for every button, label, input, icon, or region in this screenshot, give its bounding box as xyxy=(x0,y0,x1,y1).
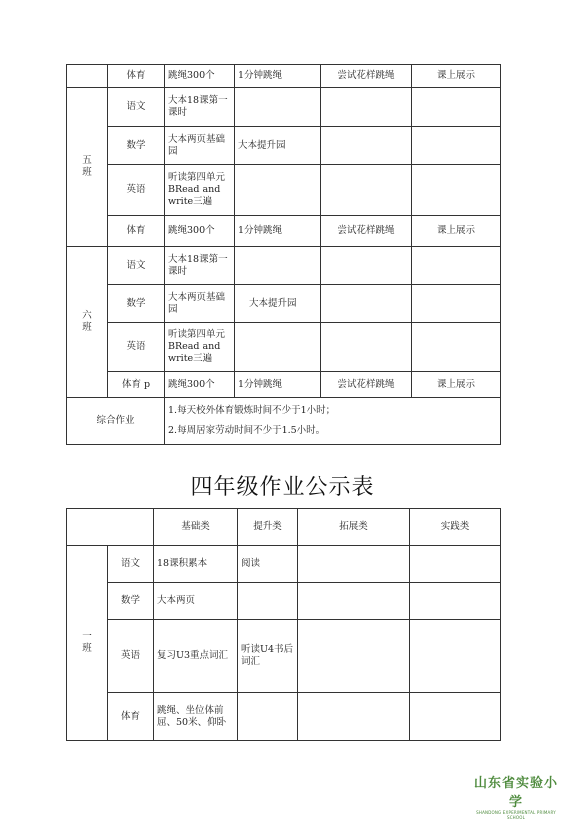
table-row xyxy=(67,693,501,741)
page-title: 四年级作业公示表 xyxy=(190,475,375,500)
practice-cell xyxy=(412,247,501,285)
subject-cell: 英语 xyxy=(108,620,154,693)
basic-cell: 18课积累本 xyxy=(154,546,238,583)
expand-cell xyxy=(298,620,410,693)
improve-cell: 听读U4书后词汇 xyxy=(238,620,298,693)
improve-cell xyxy=(235,88,321,127)
improve-cell xyxy=(238,693,298,741)
summary-line: 2.每周居家劳动时间不少于1.5小时。 xyxy=(168,425,326,436)
basic-cell: 大本18课第一课时 xyxy=(165,88,235,127)
table-row xyxy=(67,323,501,372)
homework-table-upper xyxy=(66,64,501,445)
table-row xyxy=(67,285,501,323)
basic-cell: 跳绳、坐位体前屈、50米、仰卧 xyxy=(154,693,238,741)
subject-cell: 英语 xyxy=(108,323,165,372)
practice-cell xyxy=(412,285,501,323)
practice-cell: 课上展示 xyxy=(412,65,501,88)
practice-cell: 课上展示 xyxy=(412,216,501,247)
header-corner xyxy=(67,509,154,546)
class-name-char: 一 xyxy=(82,631,92,642)
table-row xyxy=(67,583,501,620)
subject-cell: 体育 xyxy=(108,216,165,247)
table-row xyxy=(67,127,501,165)
table-row xyxy=(67,247,501,285)
homework-table-lower xyxy=(66,508,501,741)
school-logo-english: SHANDONG EXPERIMENTAL PRIMARY SCHOOL xyxy=(476,810,556,820)
expand-cell xyxy=(298,546,410,583)
class-name-char: 五 xyxy=(82,155,92,166)
header-expand: 拓展类 xyxy=(298,509,410,546)
class-name-char: 班 xyxy=(82,643,92,654)
basic-cell: 听读第四单元BRead and write三遍 xyxy=(165,323,235,372)
practice-cell xyxy=(410,546,501,583)
header-improve: 提升类 xyxy=(238,509,298,546)
subject-cell: 数学 xyxy=(108,127,165,165)
subject-cell: 数学 xyxy=(108,583,154,620)
expand-cell xyxy=(321,165,412,216)
basic-cell: 听读第四单元BRead and write三遍 xyxy=(165,165,235,216)
subject-cell: 数学 xyxy=(108,285,165,323)
improve-cell: 大本提升园 xyxy=(235,285,321,323)
summary-label: 综合作业 xyxy=(67,398,165,445)
practice-cell xyxy=(410,583,501,620)
expand-cell xyxy=(321,127,412,165)
improve-cell: 1分钟跳绳 xyxy=(235,372,321,398)
school-logo xyxy=(470,772,562,820)
table-row xyxy=(67,372,501,398)
table-row xyxy=(67,216,501,247)
expand-cell xyxy=(321,88,412,127)
basic-cell: 跳绳300个 xyxy=(165,216,235,247)
basic-cell: 大本两页 xyxy=(154,583,238,620)
basic-cell: 跳绳300个 xyxy=(165,372,235,398)
class-name-cell xyxy=(67,247,108,398)
expand-cell xyxy=(321,285,412,323)
school-logo-name: 山东省实验小学 xyxy=(473,776,558,810)
expand-cell: 尝试花样跳绳 xyxy=(321,65,412,88)
basic-cell: 复习U3重点词汇 xyxy=(154,620,238,693)
improve-cell: 1分钟跳绳 xyxy=(235,65,321,88)
expand-cell: 尝试花样跳绳 xyxy=(321,372,412,398)
class-cell xyxy=(67,65,108,88)
table-row xyxy=(67,88,501,127)
class-name-cell xyxy=(67,88,108,247)
summary-line: 1.每天校外体育锻炼时间不少于1小时； xyxy=(168,405,336,416)
subject-cell: 语文 xyxy=(108,546,154,583)
table-row xyxy=(67,620,501,693)
basic-cell: 大本18课第一课时 xyxy=(165,247,235,285)
practice-cell xyxy=(412,88,501,127)
subject-cell: 体育 xyxy=(108,65,165,88)
expand-cell: 尝试花样跳绳 xyxy=(321,216,412,247)
class-name-char: 班 xyxy=(82,167,92,178)
class-name-cell xyxy=(67,546,108,741)
subject-cell: 体育 xyxy=(108,693,154,741)
expand-cell xyxy=(321,323,412,372)
subject-cell: 语文 xyxy=(108,88,165,127)
table-row xyxy=(67,65,501,88)
practice-cell: 课上展示 xyxy=(412,372,501,398)
basic-cell: 大本两页基础园 xyxy=(165,127,235,165)
improve-cell xyxy=(235,247,321,285)
improve-cell: 阅读 xyxy=(238,546,298,583)
table-row xyxy=(67,546,501,583)
header-basic: 基础类 xyxy=(154,509,238,546)
class-name-char: 班 xyxy=(82,322,92,333)
improve-cell xyxy=(235,323,321,372)
expand-cell xyxy=(321,247,412,285)
improve-cell xyxy=(235,165,321,216)
improve-cell: 大本提升园 xyxy=(235,127,321,165)
expand-cell xyxy=(298,693,410,741)
subject-cell: 英语 xyxy=(108,165,165,216)
practice-cell xyxy=(412,165,501,216)
summary-content xyxy=(165,398,501,445)
table-header-row xyxy=(67,509,501,546)
table-row xyxy=(67,398,501,445)
practice-cell xyxy=(410,620,501,693)
basic-cell: 大本两页基础园 xyxy=(165,285,235,323)
basic-cell: 跳绳300个 xyxy=(165,65,235,88)
class-name-char: 六 xyxy=(82,310,92,321)
practice-cell xyxy=(412,127,501,165)
table-row xyxy=(67,165,501,216)
subject-cell: 体育 p xyxy=(108,372,165,398)
practice-cell xyxy=(412,323,501,372)
improve-cell: 1分钟跳绳 xyxy=(235,216,321,247)
subject-cell: 语文 xyxy=(108,247,165,285)
practice-cell xyxy=(410,693,501,741)
expand-cell xyxy=(298,583,410,620)
improve-cell xyxy=(238,583,298,620)
header-practice: 实践类 xyxy=(410,509,501,546)
